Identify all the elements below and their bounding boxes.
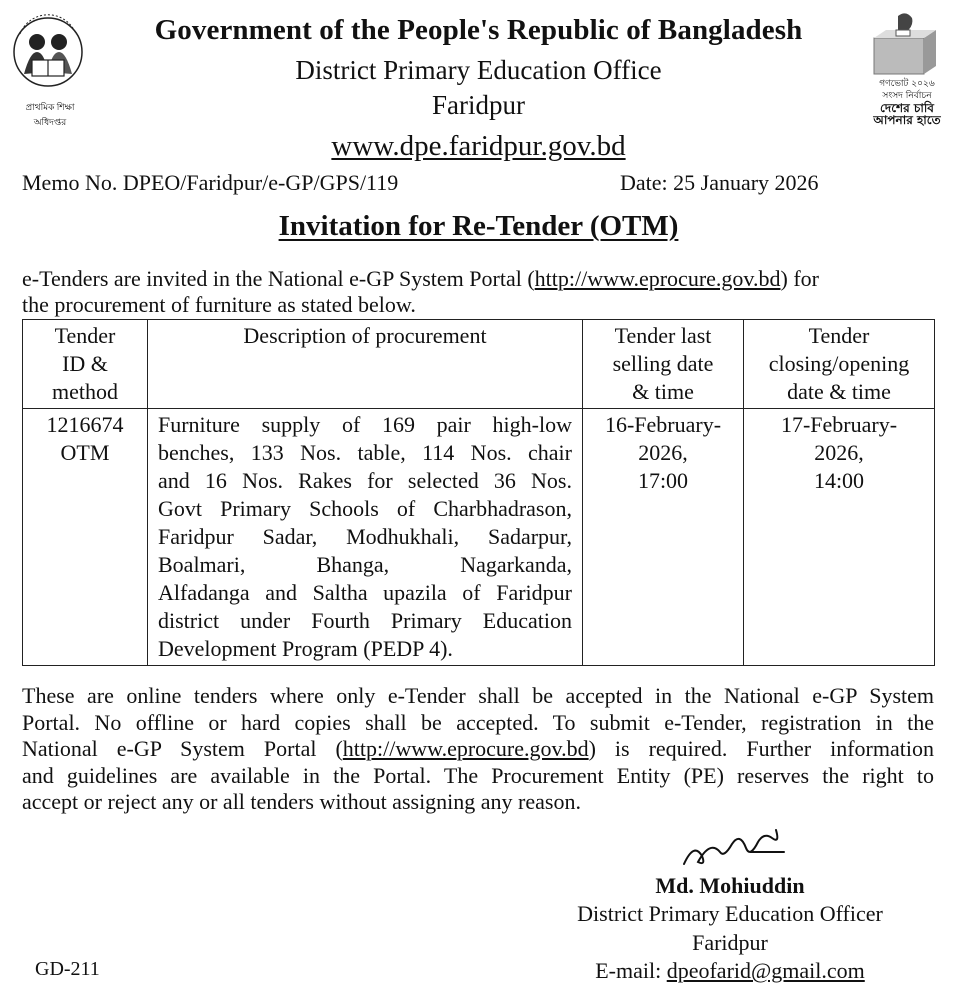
intro-text-a: e-Tenders are invited in the National e-GP System Portal ( xyxy=(22,266,535,291)
eprocure-link[interactable]: http://www.eprocure.gov.bd xyxy=(342,736,589,761)
header-id-method: Tender ID & method xyxy=(23,320,148,409)
table-header-row xyxy=(23,320,935,409)
tender-selling-date-cell: 16-February- 2026, 17:00 xyxy=(583,409,744,666)
gd-code: GD-211 xyxy=(35,958,100,980)
closing-paragraph: These are online tenders where only e-Tender shall be accepted in the National e-GP System Portal. No offline or hard copies shall be accepted. To submit e-Tender, registration in the National e-GP System Portal (http://www.eprocure.gov.bd) is required. Further information and guidelines are available in the Portal. The Procurement Entity (PE) reserves the right to accept or reject any or all tenders without assigning any reason. xyxy=(22,683,934,814)
notice-title: Invitation for Re-Tender (OTM) xyxy=(278,210,679,242)
intro-text-line2: the procurement of furniture as stated below. xyxy=(22,292,416,317)
signature xyxy=(680,822,790,872)
tender-method: OTM xyxy=(60,440,110,465)
slogan-line-2: সংসদ নির্বাচন xyxy=(882,91,932,101)
table-row xyxy=(23,409,935,666)
office-city: Faridpur xyxy=(432,90,525,120)
tender-table xyxy=(22,319,935,666)
tender-id: 1216674 xyxy=(46,412,124,437)
signer-email-line: E-mail: dpeofarid@gmail.com xyxy=(595,958,865,983)
eprocure-link[interactable]: http://www.eprocure.gov.bd xyxy=(534,266,781,291)
memo-number: Memo No. DPEO/Faridpur/e-GP/GPS/119 xyxy=(22,170,399,195)
header-selling-date: Tender last selling date & time xyxy=(583,320,744,409)
intro-text-b: ) for xyxy=(780,266,819,291)
signer-title: District Primary Education Officer xyxy=(577,901,883,926)
slogan-line-4: আপনার হাতে xyxy=(873,113,941,127)
memo-date: Date: 25 January 2026 xyxy=(620,170,819,195)
signer-city: Faridpur xyxy=(692,930,768,955)
header-closing-date: Tender closing/opening date & time xyxy=(744,320,935,409)
intro-paragraph xyxy=(22,266,934,318)
email-link[interactable]: dpeofarid@gmail.com xyxy=(666,958,865,983)
office-name: District Primary Education Office xyxy=(295,55,662,85)
tender-id-cell xyxy=(23,409,148,666)
office-website-link[interactable]: www.dpe.faridpur.gov.bd xyxy=(331,130,626,162)
header-description: Description of procurement xyxy=(148,320,583,409)
tender-closing-date-cell: 17-February- 2026, 14:00 xyxy=(744,409,935,666)
government-title: Government of the People's Republic of Bangladesh xyxy=(154,14,803,46)
slogan-line-1: গণভোট ২০২৬ xyxy=(879,79,935,89)
tender-description-cell: Furniture supply of 169 pair high-low benches, 133 Nos. table, 114 Nos. chair and 16 Nos. Rakes for selected 36 Nos. Govt Primary Schools of Charbhadrason, Faridpur Sadar, Modhukhali, Sadarpur, Boalmari, Bhanga, Nagarkanda, Alfadanga and Saltha upazila of Faridpur district under Fourth Primary Education Development Program (PEDP 4). xyxy=(148,409,583,666)
signer-name: Md. Mohiuddin xyxy=(655,873,805,898)
emblem-caption: প্রাথমিক শিক্ষা অধিদপ্তর xyxy=(25,102,75,127)
slogan-line-3: দেশের চাবি xyxy=(880,101,934,115)
